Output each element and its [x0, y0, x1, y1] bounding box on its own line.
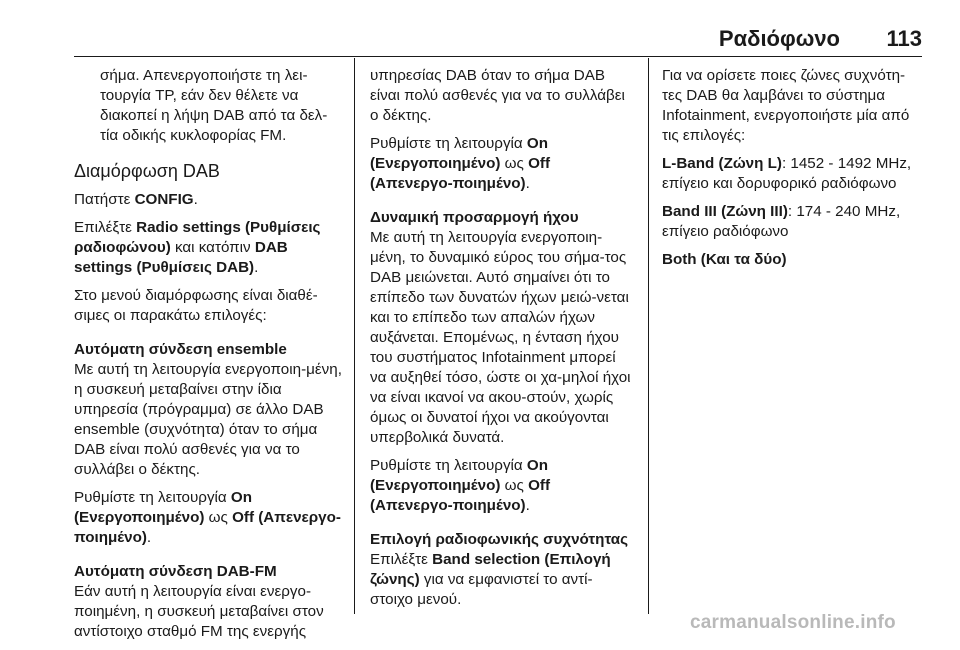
paragraph-press-config: Πατήστε CONFIG.	[74, 191, 198, 208]
section-heading-dab-config: Διαμόρφωση DAB	[74, 161, 220, 181]
page-header	[0, 0, 960, 58]
option-band-iii: Band III (Ζώνη III): 174 - 240 MHz, επίγειο ραδιόφωνο	[662, 203, 901, 240]
paragraph-select-settings: Επιλέξτε Radio settings (Ρυθμίσεις ραδιοφώνου) και κατόπιν DAB settings (Ρυθμίσεις DAB).	[74, 219, 321, 276]
watermark-text: carmanualsonline.info	[690, 612, 896, 633]
option-l-band: L-Band (Ζώνη L): 1452 - 1492 MHz, επίγειο και δορυφορικό ραδιόφωνο	[662, 155, 912, 192]
column-divider-2	[648, 58, 649, 614]
column-1	[74, 66, 342, 650]
subheading-band-selection: Επιλογή ραδιοφωνικής συχνότητας	[370, 531, 629, 548]
paragraph-set-onoff-3: Ρυθμίστε τη λειτουργία On (Ενεργοποιημένο) ως Off (Απενεργο-ποιημένο).	[370, 457, 551, 514]
header-rule	[74, 56, 922, 57]
subheading-auto-ensemble: Αυτόματη σύνδεση ensemble	[74, 341, 287, 358]
option-both: Both (Και τα δύο)	[662, 251, 787, 268]
paragraph-options-intro: Στο μενού διαμόρφωσης είναι διαθέ-σιμες οι παρακάτω επιλογές:	[74, 287, 318, 324]
paragraph-set-onoff-1: Ρυθμίστε τη λειτουργία On (Ενεργοποιημένο) ως Off (Απενεργο-ποιημένο).	[74, 489, 341, 546]
paragraph-dynamic-audio: Με αυτή τη λειτουργία ενεργοποιη-μένη, το δυναμικό εύρος του σήμα-τος DAB μειώνεται. Αυτό σημαίνει ότι το επίπεδο των δυνατών ήχων μειώ-νεται και το επίπεδο των απαλών ήχων αυξάνεται. Επομένως, η ένταση ήχου του συστήματος Infotainment μπορεί να αυξηθεί τόσο, ώστε οι χα-μηλοί ήχοι να είναι ικανοί να ακου-στούν, χωρίς όμως οι δυνατοί ήχοι να ακούγονται υπερβολικά δυνατά.	[370, 229, 631, 446]
continued-paragraph-2: υπηρεσίας DAB όταν το σήμα DAB είναι πολύ ασθενές για να το συλλάβει ο δέκτης.	[370, 67, 625, 124]
subheading-auto-dab-fm: Αυτόματη σύνδεση DAB-FM	[74, 563, 277, 580]
column-2	[370, 66, 634, 618]
page-number: 113	[886, 26, 922, 51]
column-divider-1	[354, 58, 355, 614]
paragraph-set-onoff-2: Ρυθμίστε τη λειτουργία On (Ενεργοποιημένο) ως Off (Απενεργο-ποιημένο).	[370, 135, 551, 192]
config-button-ref: CONFIG	[134, 191, 194, 208]
subheading-dynamic-audio: Δυναμική προσαρμογή ήχου	[370, 209, 579, 226]
column-3	[662, 66, 924, 278]
paragraph-band-selection: Επιλέξτε Band selection (Επιλογή ζώνης) για να εμφανιστεί το αντί-στοιχο μενού.	[370, 551, 611, 608]
paragraph-band-intro: Για να ορίσετε ποιες ζώνες συχνότη-τες DAB θα λαμβάνει το σύστημα Infotainment, ενεργοποιήστε μία από τις επιλογές:	[662, 67, 910, 144]
header-title: Ραδιόφωνο	[718, 26, 840, 51]
paragraph-auto-dab-fm: Εάν αυτή η λειτουργία είναι ενεργο-ποιημένη, η συσκευή μεταβαίνει στον αντίστοιχο σταθμό FM της ενεργής	[74, 583, 324, 640]
paragraph-auto-ensemble: Με αυτή τη λειτουργία ενεργοποιη-μένη, η συσκευή μεταβαίνει στην ίδια υπηρεσία (πρόγραμμα) σε άλλο DAB ensemble (συχνότητα) όταν το σήμα DAB είναι πολύ ασθενές για να το συλλάβει ο δέκτης.	[74, 361, 342, 478]
continued-paragraph: σήμα. Απενεργοποιήστε τη λει-τουργία TP, εάν δεν θέλετε να διακοπεί η λήψη DAB από τα δελ-τία οδικής κυκλοφορίας FM.	[100, 67, 328, 144]
